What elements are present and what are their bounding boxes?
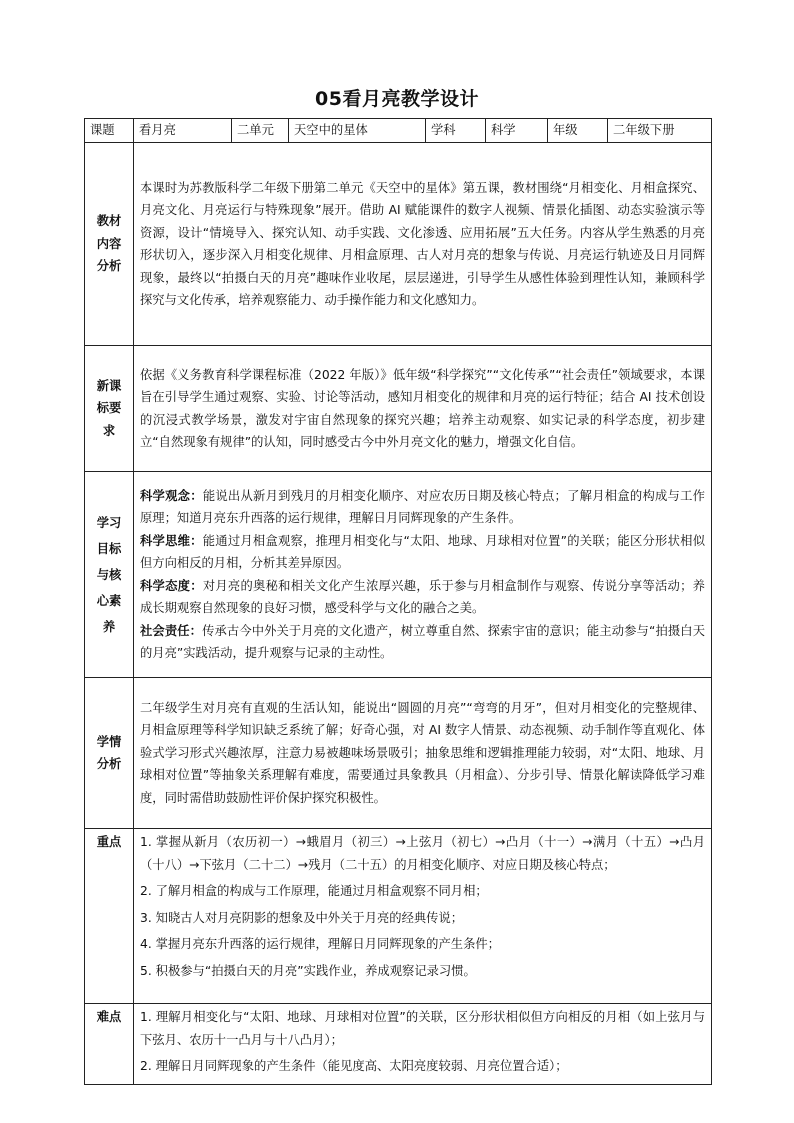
label-student-analysis: 学情 分析 <box>85 678 134 829</box>
lesson-plan-table <box>84 118 712 1085</box>
content-learning-goals <box>134 472 712 678</box>
list-item: 3. 知晓古人对月亮阴影的想象及中外关于月亮的经典传说； <box>140 910 464 925</box>
content-student-analysis: 二年级学生对月亮有直观的生活认知，能说出“圆圆的月亮”“弯弯的月牙”，但对月相变化的完整规律、月相盒原理等科学知识缺乏系统了解；好奇心强，对 AI 数字人情景、动态视频、动手制作等直观化、体验式学习形式兴趣浓厚，注意力易被趣味场景吸引；抽象思维和逻辑推理能力较弱，对“太阳、地球、月球相对位置”等抽象关系理解有难度，需要通过具象教具（月相盒）、分步引导、情景化解读降低学习难度，同时需借助鼓励性评价保护探究积极性。 <box>134 678 712 829</box>
list-item: 1. 理解月相变化与“太阳、地球、月球相对位置”的关联，区分形状相似但方向相反的月相（如上弦月与下弦月、农历十一凸月与十八凸月）； <box>140 1010 705 1047</box>
list-item: 2. 了解月相盒的构成与工作原理，能通过月相盒观察不同月相； <box>140 884 488 898</box>
goal-item: 科学思维：能通过月相盒观察，推理月相变化与“太阳、地球、月球相对位置”的关联；能区分形状相似但方向相反的月相，分析其差异原因。 <box>140 533 705 570</box>
row-learning-goals <box>85 472 712 678</box>
row-curriculum-standard <box>85 346 712 472</box>
list-item: 5. 积极参与“拍摄白天的月亮”实践作业，养成观察记录习惯。 <box>140 963 476 978</box>
header-cell-topic: 看月亮 <box>134 119 232 143</box>
label-difficult-points: 难点 <box>85 1004 134 1085</box>
label-curriculum-standard: 新课 标要 求 <box>85 346 134 472</box>
header-cell-topic-label: 课题 <box>85 119 134 143</box>
content-textbook-analysis: 本课时为苏教版科学二年级下册第二单元《天空中的星体》第五课，教材围绕“月相变化、月相盒探究、月亮文化、月亮运行与特殊现象”展开。借助 AI 赋能课件的数字人视频、情景化插图、动态实验演示等资源，设计“情境导入、探究认知、动手实践、文化渗透、应用拓展”五大任务。内容从学生熟悉的月亮形状切入，逐步深入月相变化规律、月相盒原理、古人对月亮的想象与传说、月亮运行轨迹及日月同辉现象，最终以“拍摄白天的月亮”趣味作业收尾，层层递进，引导学生从感性体验到理性认知，兼顾科学探究与文化传承，培养观察能力、动手操作能力和文化感知力。 <box>134 143 712 346</box>
header-row <box>85 119 712 143</box>
header-cell-subject-label: 学科 <box>426 119 486 143</box>
row-difficult-points <box>85 1004 712 1085</box>
row-key-points <box>85 829 712 1004</box>
row-textbook-analysis <box>85 143 712 346</box>
header-cell-unit-name: 天空中的星体 <box>289 119 426 143</box>
goal-item: 科学观念：能说出从新月到残月的月相变化顺序、对应农历日期及核心特点；了解月相盒的构成与工作原理；知道月亮东升西落的运行规律，理解日月同辉现象的产生条件。 <box>140 488 705 525</box>
page-title: 05看月亮教学设计 <box>315 88 479 110</box>
content-key-points <box>134 829 712 1004</box>
label-key-points: 重点 <box>85 829 134 1004</box>
list-item: 4. 掌握月亮东升西落的运行规律，理解日月同辉现象的产生条件； <box>140 937 500 951</box>
label-learning-goals: 学习 目标 与核 心素 养 <box>85 472 134 678</box>
header-cell-grade: 二年级下册 <box>608 119 712 143</box>
header-cell-subject: 科学 <box>486 119 548 143</box>
list-item: 2. 理解日月同辉现象的产生条件（能见度高、太阳亮度较弱、月亮位置合适）； <box>140 1059 568 1073</box>
label-textbook-analysis: 教材 内容 分析 <box>85 143 134 346</box>
content-difficult-points <box>134 1004 712 1085</box>
header-cell-unit: 二单元 <box>232 119 289 143</box>
list-item: 1. 掌握从新月（农历初一）→蛾眉月（初三）→上弦月（初七）→凸月（十一）→满月（十五）→凸月（十八）→下弦月（二十二）→残月（二十五）的月相变化顺序、对应日期及核心特点； <box>140 835 705 872</box>
goal-item: 社会责任：传承古今中外关于月亮的文化遗产，树立尊重自然、探索宇宙的意识；能主动参与“拍摄白天的月亮”实践活动，提升观察与记录的主动性。 <box>140 623 705 660</box>
header-cell-grade-label: 年级 <box>548 119 608 143</box>
goal-item: 科学态度：对月亮的奥秘和相关文化产生浓厚兴趣，乐于参与月相盒制作与观察、传说分享等活动；养成长期观察自然现象的良好习惯，感受科学与文化的融合之美。 <box>140 578 705 615</box>
row-student-analysis <box>85 678 712 829</box>
content-curriculum-standard: 依据《义务教育科学课程标准（2022 年版）》低年级“科学探究”“文化传承”“社会责任”领域要求，本课旨在引导学生通过观察、实验、讨论等活动，感知月相变化的规律和月亮的运行特征；结合 AI 技术创设的沉浸式教学场景，激发对宇宙自然现象的探究兴趣；培养主动观察、如实记录的科学态度，初步建立“自然现象有规律”的认知，同时感受古今中外月亮文化的魅力，增强文化自信。 <box>134 346 712 472</box>
